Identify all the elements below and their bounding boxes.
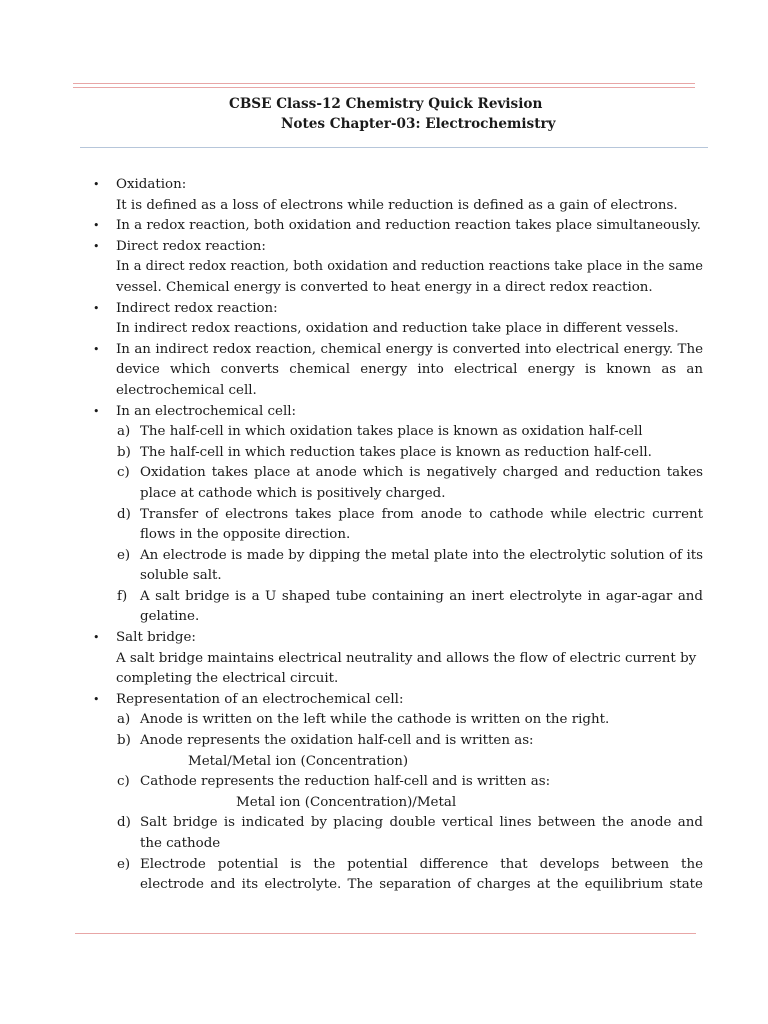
sub-item-marker: e)	[117, 856, 131, 872]
list-item	[93, 175, 703, 216]
sub-item	[93, 731, 703, 772]
bullet-icon: •	[93, 239, 100, 253]
sub-item	[93, 855, 703, 896]
list-item	[93, 237, 703, 299]
item-text: In a direct redox reaction, both oxidation and reduction reactions take place in the same	[116, 259, 703, 275]
item-text: completing the electrical circuit.	[116, 671, 339, 687]
item-text: In a redox reaction, both oxidation and reduction reaction takes place simultaneously.	[116, 218, 701, 234]
bullet-icon: •	[93, 404, 100, 418]
notes-content	[93, 175, 703, 896]
notation-line: Metal ion (Concentration)/Metal	[236, 794, 457, 810]
sub-item-text: An electrode is made by dipping the metal plate into the electrolytic solution of its	[140, 547, 703, 563]
sub-item-marker: a)	[117, 712, 131, 728]
sub-item-text: gelatine.	[140, 609, 200, 625]
sub-item	[93, 772, 703, 813]
sub-item-text: The half-cell in which oxidation takes place is known as oxidation half-cell	[140, 424, 643, 440]
sub-item-text: Salt bridge is indicated by placing double vertical lines between the anode and	[140, 815, 703, 831]
item-text: electrochemical cell.	[116, 382, 257, 398]
sub-item-text: The half-cell in which reduction takes place is known as reduction half-cell.	[140, 444, 652, 460]
header-rule-top	[73, 83, 695, 84]
sub-item-marker: c)	[117, 465, 130, 481]
sub-item-text: Transfer of electrons takes place from anode to cathode while electric current	[140, 506, 703, 522]
sub-item-marker: f)	[117, 588, 128, 604]
sub-item-text: the cathode	[140, 836, 221, 851]
page-title: CBSE Class-12 Chemistry Quick Revision	[229, 96, 543, 112]
item-heading: Indirect redox reaction:	[116, 300, 278, 316]
list-item	[93, 402, 703, 423]
header-rule-bottom	[73, 87, 695, 88]
bullet-icon: •	[93, 178, 100, 191]
bullet-icon: •	[93, 301, 100, 315]
item-text: vessel. Chemical energy is converted to heat energy in a direct redox reaction.	[116, 279, 653, 295]
bullet-icon: •	[93, 219, 100, 233]
sub-item	[93, 505, 703, 546]
sub-item	[93, 710, 703, 731]
item-text: device which converts chemical energy into electrical energy is known as an	[116, 362, 703, 378]
item-heading: Oxidation:	[116, 177, 187, 192]
bullet-icon: •	[93, 342, 100, 356]
sub-item-marker: a)	[117, 424, 131, 440]
item-heading: Salt bridge:	[116, 630, 196, 646]
sub-item-marker: e)	[117, 547, 131, 563]
sub-item-text: Oxidation takes place at anode which is negatively charged and reduction takes	[140, 465, 703, 481]
item-text: In indirect redox reactions, oxidation and reduction take place in different vessels.	[116, 321, 679, 337]
sub-item-text: place at cathode which is positively charged.	[140, 485, 446, 501]
item-heading: In an electrochemical cell:	[116, 403, 297, 419]
sub-item-marker: b)	[117, 733, 131, 749]
sub-item	[93, 546, 703, 587]
item-text: In an indirect redox reaction, chemical energy is converted into electrical energy. The	[116, 341, 703, 357]
title-divider	[80, 147, 708, 148]
sub-item-text: Anode is written on the left while the cathode is written on the right.	[140, 712, 610, 728]
list-item	[93, 299, 703, 340]
notation-line: Metal/Metal ion (Concentration)	[188, 753, 409, 769]
sub-item-text: Anode represents the oxidation half-cell and is written as:	[140, 733, 534, 749]
sub-item-marker: b)	[117, 444, 131, 460]
sub-item-text: soluble salt.	[140, 568, 222, 584]
sub-item	[93, 813, 703, 854]
item-text: A salt bridge maintains electrical neutrality and allows the flow of electric current by	[116, 650, 697, 666]
page-subtitle: Notes Chapter-03: Electrochemistry	[281, 116, 556, 132]
sub-item	[93, 422, 703, 443]
bullet-icon: •	[93, 692, 100, 706]
sub-item	[93, 463, 703, 504]
list-item	[93, 628, 703, 690]
sub-item-text: Cathode represents the reduction half-cell and is written as:	[140, 774, 551, 790]
sub-item-marker: d)	[117, 506, 131, 522]
item-text: It is defined as a loss of electrons while reduction is defined as a gain of electrons.	[116, 197, 678, 213]
list-item	[93, 216, 703, 237]
sub-item-text: flows in the opposite direction.	[140, 527, 351, 543]
sub-item-marker: c)	[117, 774, 130, 790]
sub-item	[93, 443, 703, 464]
list-item	[93, 690, 703, 711]
list-item	[93, 340, 703, 402]
sub-item-text: A salt bridge is a U shaped tube containing an inert electrolyte in agar-agar and	[140, 588, 703, 604]
bullet-icon: •	[93, 631, 100, 645]
footer-rule	[75, 933, 696, 934]
sub-item-text: electrode and its electrolyte. The separation of charges at the equilibrium state	[140, 877, 703, 893]
sub-item-marker: d)	[117, 815, 131, 831]
sub-item-text: Electrode potential is the potential difference that develops between the	[140, 856, 703, 872]
sub-item	[93, 587, 703, 628]
item-heading: Direct redox reaction:	[116, 238, 266, 254]
item-heading: Representation of an electrochemical cell:	[116, 691, 404, 707]
